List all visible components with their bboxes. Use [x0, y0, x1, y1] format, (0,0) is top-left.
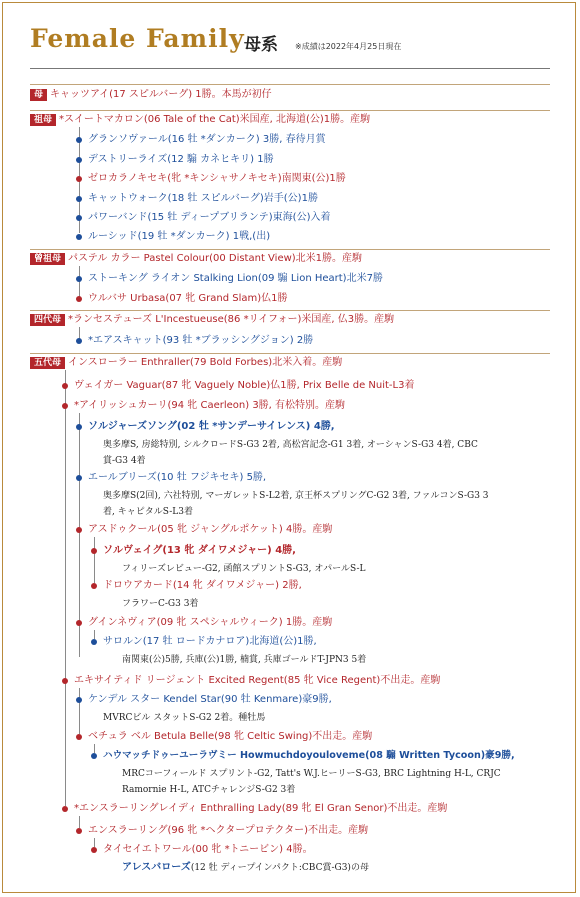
generation-badge: 曾祖母	[30, 253, 65, 265]
offspring-row: *アイリッシュカーリ(94 牝 Caerleon) 3勝, 有松特別。産駒	[74, 400, 346, 411]
tree-line	[79, 688, 80, 734]
generation-badge: 四代母	[30, 314, 65, 326]
offspring-row: エールブリーズ(10 牡 フジキセキ) 5勝,	[88, 472, 267, 483]
offspring-row: ベチュラ ベル Betula Belle(98 牝 Celtic Swing)不出走。産駒	[88, 731, 373, 742]
offspring-row: エンスラーリング(96 牝 *ヘクタープロテクター)不出走。産駒	[88, 825, 369, 836]
generation-divider	[30, 353, 550, 354]
female-bullet-icon	[76, 620, 82, 626]
date-note: ※成績は2022年4月25日現在	[295, 42, 402, 51]
female-bullet-icon	[76, 176, 82, 182]
race-record: フラワーC-G3 3着	[122, 599, 199, 609]
great-granddam-row	[30, 253, 362, 265]
offspring-row: パワーバンド(15 牡 ディープブリランテ)東海(公)入着	[88, 212, 331, 223]
female-bullet-icon	[62, 383, 68, 389]
male-bullet-icon	[76, 234, 82, 240]
male-bullet-icon	[76, 424, 82, 430]
offspring-row: キャットウォーク(18 牡 スピルバーグ)岩手(公)1勝	[88, 193, 318, 204]
female-bullet-icon	[62, 403, 68, 409]
offspring-row: ドロウアカード(14 牝 ダイワメジャー) 2勝,	[103, 580, 302, 591]
offspring-row: ウルバサ Urbasa(07 牝 Grand Slam)仏1勝	[88, 293, 288, 304]
race-record: 着, キャピタルS-L3着	[103, 507, 193, 517]
female-bullet-icon	[91, 548, 97, 554]
tree-line	[94, 838, 95, 847]
fifth-dam-row	[30, 357, 342, 369]
tree-line	[79, 266, 80, 298]
male-bullet-icon	[76, 475, 82, 481]
offspring-row: ソルヴェイグ(13 牝 ダイワメジャー) 4勝,	[103, 545, 296, 556]
offspring-row: ルーシッド(19 牡 *ダンカーク) 1戦,(出)	[88, 231, 271, 242]
offspring-row: デストリーライズ(12 騸 カネヒキリ) 1勝	[88, 154, 274, 165]
offspring-row: ケンデル スター Kendel Star(90 牡 Kenmare)豪9勝,	[88, 694, 332, 705]
offspring-row: エキサイティド リージェント Excited Regent(85 牝 Vice Regent)不出走。産駒	[74, 675, 441, 686]
male-bullet-icon	[91, 753, 97, 759]
male-bullet-icon	[76, 276, 82, 282]
offspring-row: アスドゥクール(05 牝 ジャングルポケット) 4勝。産駒	[88, 524, 333, 535]
great-granddam-text: パステル カラー Pastel Colour(00 Distant View)北米1勝。産駒	[68, 253, 363, 264]
offspring-row: *エンスラーリングレイディ Enthralling Lady(89 牝 El Gran Senor)不出走。産駒	[74, 803, 448, 814]
race-record: MVRCビル スタットS-G2 2着。種牡馬	[103, 713, 266, 723]
grandchild-name: アレスバローズ	[122, 862, 191, 873]
page-title-jp: 母系	[244, 35, 278, 55]
race-record: 南関東(公)5勝, 兵庫(公)1勝, 楠賞, 兵庫ゴールドT-JPN3 5着	[122, 655, 367, 665]
race-record: MRCコーフィールド スプリント-G2, Tatt's W.J.ヒーリーS-G3, BRC Lightning H-L, CRJC	[122, 769, 501, 779]
male-bullet-icon	[91, 639, 97, 645]
female-bullet-icon	[76, 296, 82, 302]
female-bullet-icon	[76, 828, 82, 834]
grandchild-detail: (12 牡 ディープインパクト:CBC賞-G3)の母	[190, 863, 369, 873]
generation-divider	[30, 110, 550, 111]
male-bullet-icon	[76, 196, 82, 202]
offspring-row: タイセイエトワール(00 牝 *トニービン) 4勝。	[103, 844, 313, 855]
offspring-row: サロルン(17 牡 ロードカナロア)北海道(公)1勝,	[103, 636, 317, 647]
generation-badge: 五代母	[30, 357, 65, 369]
offspring-row: ヴェイガー Vaguar(87 牝 Vaguely Noble)仏1勝, Prix Belle de Nuit-L3着	[74, 380, 415, 391]
male-bullet-icon	[76, 215, 82, 221]
female-bullet-icon	[76, 734, 82, 740]
race-record: 賞-G3 4着	[103, 456, 146, 466]
fourth-dam-text: *ランセステューズ L'Incestueuse(86 *リイフォー)米国産, 仏3勝。産駒	[68, 314, 395, 325]
offspring-row: ハウマッチドゥーユーラヴミー Howmuchdoyouloveme(08 騸 Written Tycoon)豪9勝,	[103, 750, 515, 761]
generation-badge: 祖母	[30, 114, 56, 126]
race-record: Ramornie H-L, ATCチャレンジS-G2 3着	[122, 785, 296, 795]
fifth-dam-text: インスローラー Enthraller(79 Bold Forbes)北米入着。産駒	[68, 357, 343, 368]
tree-line	[94, 537, 95, 583]
generation-divider	[30, 310, 550, 311]
female-bullet-icon	[76, 527, 82, 533]
race-record: 奥多摩S, 房総特別, シルクロードS-G3 2着, 高松宮記念-G1 3着, オーシャンS-G3 4着, CBC	[103, 440, 478, 450]
offspring-row: ソルジャーズソング(02 牡 *サンデーサイレンス) 4勝,	[88, 421, 335, 432]
granddam-text: *スイートマカロン(06 Tale of the Cat)米国産, 北海道(公)1勝。産駒	[59, 114, 371, 125]
generation-divider	[30, 84, 550, 85]
race-record: 奥多摩S(2回), 六社特別, マーガレットS-L2着, 京王杯スプリングC-G2 3着, ファルコンS-G3 3	[103, 491, 489, 501]
offspring-row: グランソヴァール(16 牡 *ダンカーク) 3勝, 春待月賞	[88, 134, 326, 145]
male-bullet-icon	[76, 137, 82, 143]
race-record: フィリーズレビュー-G2, 函館スプリントS-G3, オパールS-L	[122, 564, 366, 574]
female-bullet-icon	[62, 806, 68, 812]
tree-line	[94, 744, 95, 753]
tree-line	[79, 816, 80, 828]
page-title: Female Family	[30, 24, 245, 53]
female-bullet-icon	[91, 847, 97, 853]
granddam-row	[30, 114, 370, 126]
tree-line	[65, 370, 66, 806]
dam-text: キャッツアイ(17 スピルバーグ) 1勝。本馬が初仔	[50, 89, 272, 100]
fourth-dam-row	[30, 314, 394, 326]
offspring-row: グインネヴィア(09 牝 スペシャルウィーク) 1勝。産駒	[88, 617, 333, 628]
generation-divider	[30, 249, 550, 250]
male-bullet-icon	[76, 697, 82, 703]
header-divider	[30, 68, 550, 69]
generation-badge: 母	[30, 89, 47, 101]
female-bullet-icon	[91, 583, 97, 589]
female-bullet-icon	[62, 678, 68, 684]
tree-line	[94, 630, 95, 639]
male-bullet-icon	[76, 338, 82, 344]
offspring-row: ストーキング ライオン Stalking Lion(09 騸 Lion Heart)北米7勝	[88, 273, 383, 284]
offspring-row: *エアスキャット(93 牡 *ブラッシングジョン) 2勝	[88, 335, 314, 346]
offspring-row: ゼロカラノキセキ(牝 *キンシャサノキセキ)南関東(公)1勝	[88, 173, 346, 184]
dam-row	[30, 89, 272, 101]
grandchild-row	[122, 862, 369, 874]
male-bullet-icon	[76, 157, 82, 163]
